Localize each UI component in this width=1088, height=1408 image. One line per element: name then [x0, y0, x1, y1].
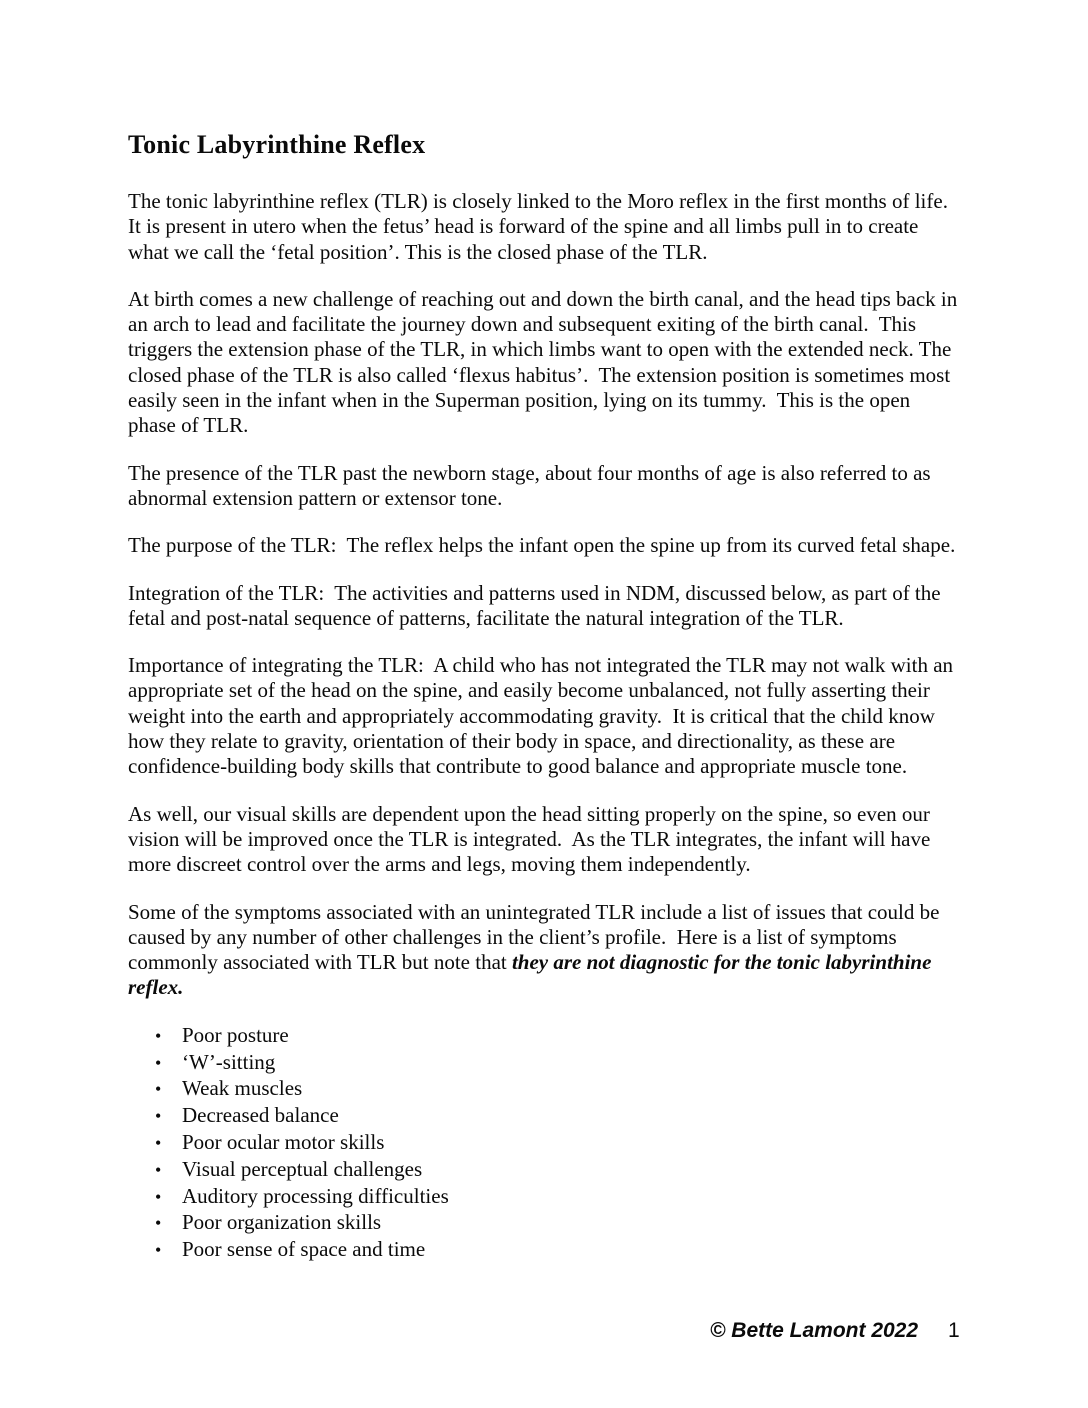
- bullet-icon: •: [155, 1159, 162, 1180]
- bullet-icon: •: [155, 1079, 162, 1100]
- list-item: [155, 1023, 959, 1050]
- list-item: [155, 1237, 959, 1264]
- bullet-icon: •: [155, 1186, 162, 1207]
- paragraph-tlr-intro: The tonic labyrinthine reflex (TLR) is closely linked to the Moro reflex in the first months of life. It is present in utero when the fetus’ head is forward of the spine and all limbs pull in to create what we call the ‘fetal position’. This is the closed phase of the TLR.: [128, 189, 954, 264]
- list-item: [155, 1050, 959, 1077]
- bullet-icon: •: [155, 1240, 162, 1261]
- page-footer: [0, 1318, 1088, 1348]
- paragraph-visual-skills: As well, our visual skills are dependent upon the head sitting properly on the spine, so even our vision will be improved once the TLR is integrated. As the TLR integrates, the infant will have more discreet control over the arms and legs, moving them independently.: [128, 801, 936, 877]
- page-title: Tonic Labyrinthine Reflex: [128, 130, 426, 159]
- symptom-list: [128, 1023, 959, 1264]
- list-item-label: Visual perceptual challenges: [182, 1156, 423, 1181]
- paragraph-integration: Integration of the TLR: The activities and patterns used in NDM, discussed below, as part of the fetal and post-natal sequence of patterns, facilitate the natural integration of the TLR.: [128, 580, 946, 630]
- list-item-label: Poor sense of space and time: [182, 1237, 426, 1262]
- bullet-icon: •: [155, 1132, 162, 1153]
- list-item-label: Weak muscles: [182, 1076, 303, 1101]
- list-item-label: Poor ocular motor skills: [182, 1129, 385, 1154]
- list-item-label: Poor posture: [182, 1022, 289, 1047]
- bullet-icon: •: [155, 1106, 162, 1127]
- list-item: [155, 1157, 959, 1184]
- paragraph-importance: Importance of integrating the TLR: A child who has not integrated the TLR may not walk with an appropriate set of the head on the spine, and easily become unbalanced, not fully asserting their weight into the earth and appropriately accommodating gravity. It is critical that the child know how they relate to gravity, orientation of their body in space, and directionality, as these are confidence-building body skills that contribute to good balance and appropriate muscle tone.: [128, 653, 959, 779]
- paragraph-text: Some of the symptoms associated with an unintegrated TLR include a list of issues that could be caused by any number of other challenges in the client’s profile. Here is a list of symptoms commonly associated with TLR but note that: [128, 899, 945, 975]
- bullet-icon: •: [155, 1052, 162, 1073]
- emphasis-not-diagnostic: they are not diagnostic for the tonic labyrinthine reflex.: [128, 950, 937, 1000]
- list-item-label: Auditory processing difficulties: [182, 1183, 449, 1208]
- paragraph-symptoms-intro: [128, 900, 959, 1001]
- list-item: [155, 1210, 959, 1237]
- paragraph-presence: The presence of the TLR past the newborn stage, about four months of age is also referred to as abnormal extension pattern or extensor tone.: [128, 460, 936, 510]
- page-number: 1: [948, 1319, 960, 1342]
- paragraph-purpose: The purpose of the TLR: The reflex helps the infant open the spine up from its curved fetal shape.: [128, 533, 956, 558]
- list-item: [155, 1130, 959, 1157]
- bullet-icon: •: [155, 1025, 162, 1046]
- paragraph-birth-extension: At birth comes a new challenge of reaching out and down the birth canal, and the head tips back in an arch to lead and facilitate the journey down and subsequent exiting of the birth canal. This triggers the extension phase of the TLR, in which limbs want to open with the extended neck. The closed phase of the TLR is also called ‘flexus habitus’. The extension position is sometimes most easily seen in the infant when in the Superman position, lying on its tummy. This is the open phase of TLR.: [128, 286, 963, 438]
- copyright-text: © Bette Lamont 2022: [710, 1319, 919, 1342]
- list-item-label: ‘W’-sitting: [182, 1049, 276, 1074]
- list-item: [155, 1076, 959, 1103]
- document-content: [128, 130, 963, 1264]
- bullet-icon: •: [155, 1213, 162, 1234]
- list-item: [155, 1184, 959, 1211]
- list-item: [155, 1103, 959, 1130]
- list-item-label: Poor organization skills: [182, 1210, 382, 1235]
- list-item-label: Decreased balance: [182, 1103, 339, 1128]
